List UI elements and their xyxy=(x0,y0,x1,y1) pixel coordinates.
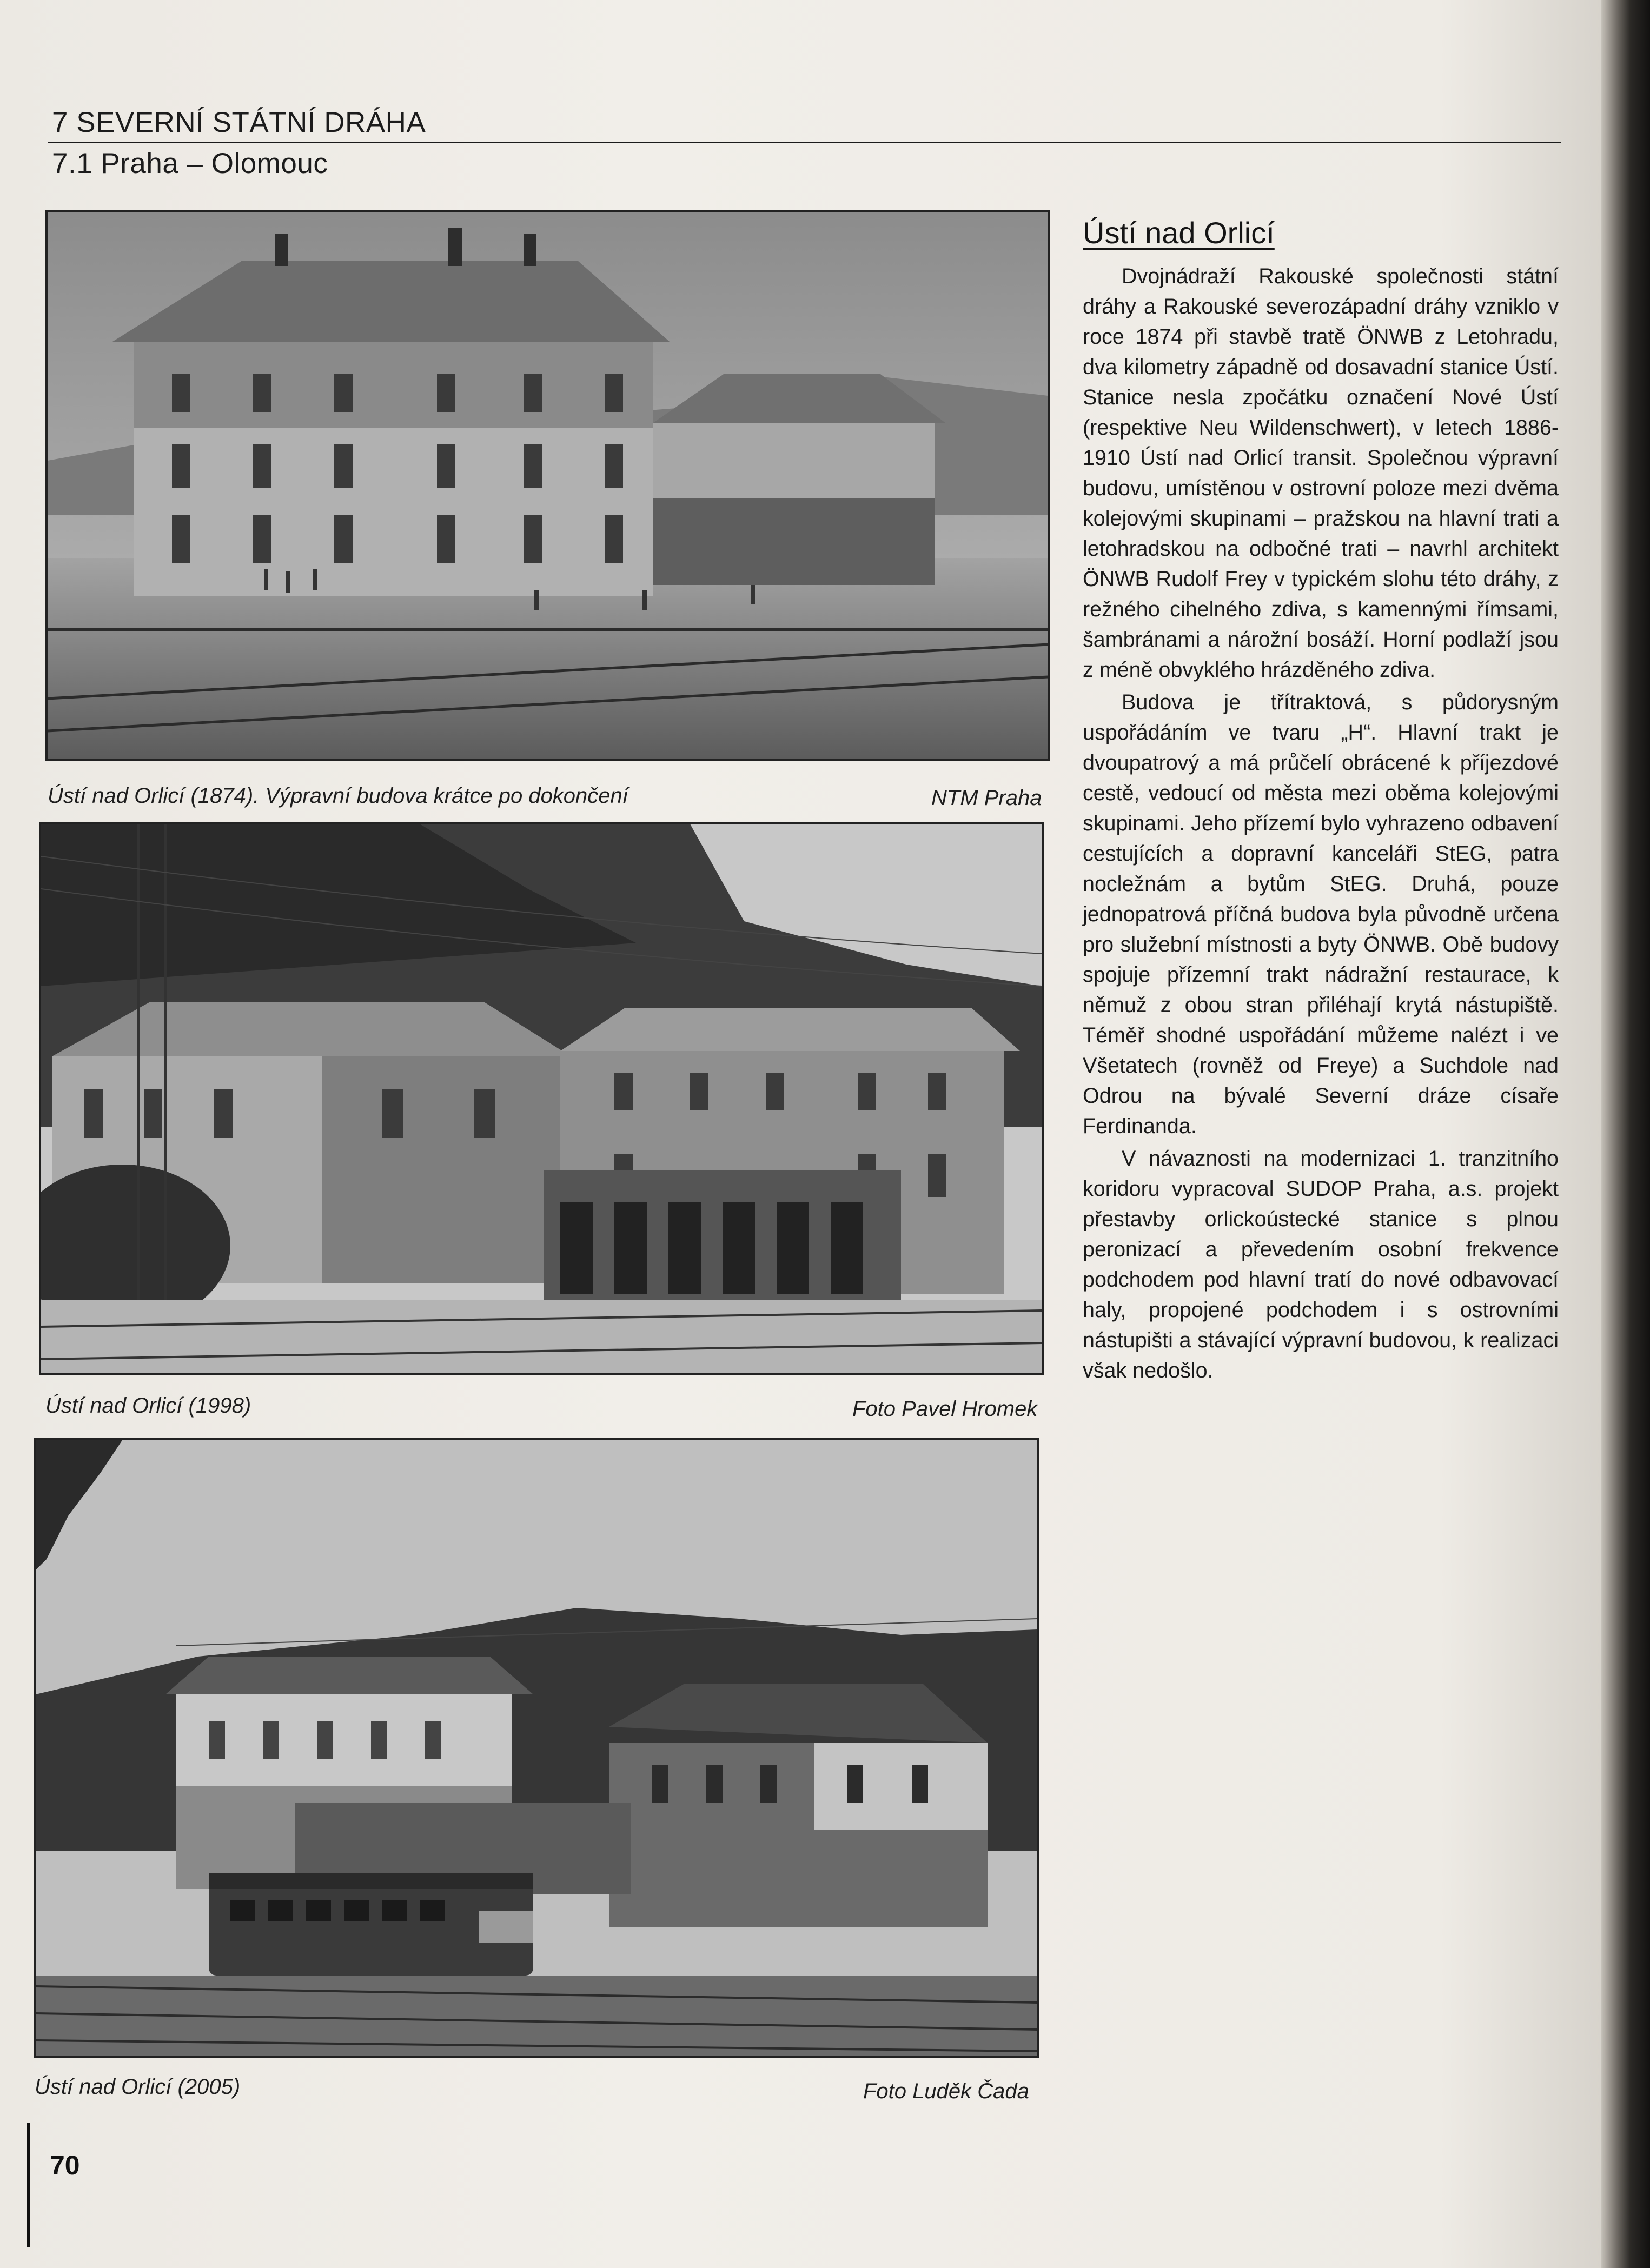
photo-credit: Foto Luděk Čada xyxy=(863,2079,1029,2103)
article-paragraph: Budova je třítraktová, s půdorysným uspořádáním ve tvaru „H“. Hlavní trakt je dvoupatrový a má průčelí obrácené k příjezdové cestě, vedoucí od města mezi oběma kolejovými skupinami. Jeho přízemí bylo vyhrazeno odbavení cestujících a dopravní kanceláři StEG, patra nocležnám a bytům StEG. Druhá, pouze jednopatrová příčná budova byla původně určena pro služební místnosti a byty ÖNWB. Obě budovy spojuje přízemní trakt nádražní restaurace, k němuž z obou stran přiléhají krytá nástupiště. Téměř shodné uspořádání můžeme nalézt i ve Všetatech (rovněž od Freye) a Suchdole nad Odrou na bývalé Severní dráze císaře Ferdinanda. xyxy=(1083,690,1559,1138)
header-rule xyxy=(48,142,1561,143)
page-number: 70 xyxy=(50,2150,80,2180)
article-paragraph: Dvojnádraží Rakouské společnosti státní dráhy a Rakouské severozápadní dráhy vzniklo v roce 1874 při stavbě tratě ÖNWB z Letohradu, dva kilometry západně od dosavadní stanice Ústí. Stanice nesla zpočátku označení Nové Ústí (respektive Neu Wildenschwert), v letech 1886-1910 Ústí nad Orlicí transit. Společnou výpravní budovu, umístěnou v ostrovní poloze mezi dvěma kolejovými skupinami – pražskou na hlavní trati a letohradskou na odbočné trati – navrhl architekt ÖNWB Rudolf Frey v typickém slohu této dráhy, z režného cihelného zdiva, s kamennými římsami, šambránami a nárožní bosáží. Horní podlaží jsou z méně obvyklého hrázděného zdiva. xyxy=(1083,264,1559,682)
photo-caption: Ústí nad Orlicí (1998) xyxy=(45,1394,251,1418)
photo-credit: NTM Praha xyxy=(931,786,1042,810)
photo-caption: Ústí nad Orlicí (2005) xyxy=(35,2075,241,2099)
photo-station-1998 xyxy=(39,822,1044,1375)
folio-rule xyxy=(27,2123,30,2247)
article-title: Ústí nad Orlicí xyxy=(1083,216,1275,250)
article-paragraph: V návaznosti na modernizaci 1. tranzitního koridoru vypracoval SUDOP Praha, a.s. projekt přestavby orlickoústecké stanice s plnou peronizací a převedením osobní frekvence podchodem pod hlavní tratí do nové odbavovací haly, propojené podchodem i s ostrovními nástupišti a stávající výpravní budovou, k realizaci však nedošlo. xyxy=(1083,1147,1559,1382)
photo-station-1874 xyxy=(45,210,1050,761)
photo-station-2005 xyxy=(34,1438,1039,2058)
running-head-section: 7.1 Praha – Olomouc xyxy=(52,148,328,179)
photo-caption: Ústí nad Orlicí (1874). Výpravní budova krátce po dokončení xyxy=(48,784,628,808)
running-head-chapter: 7 SEVERNÍ STÁTNÍ DRÁHA xyxy=(52,107,426,138)
article-column xyxy=(1083,215,1559,1386)
photo-credit: Foto Pavel Hromek xyxy=(852,1397,1038,1421)
book-gutter-shadow xyxy=(1601,0,1650,2268)
